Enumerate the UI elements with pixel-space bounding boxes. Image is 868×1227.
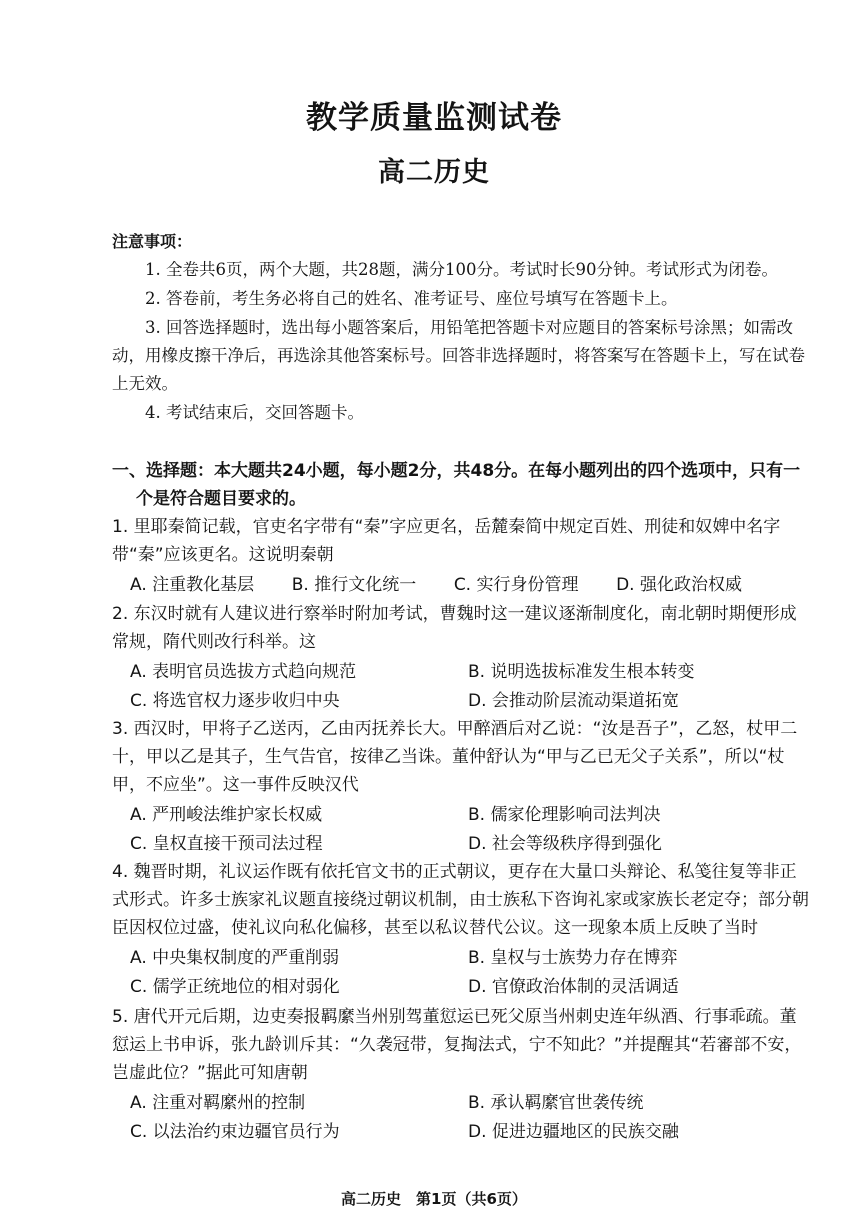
option-c: C. 皇权直接干预司法过程 bbox=[130, 834, 323, 854]
option-c: C. 儒学正统地位的相对弱化 bbox=[130, 977, 340, 997]
exam-title: 教学质量监测试卷 bbox=[306, 100, 562, 136]
option-c: C. 以法治约束边疆官员行为 bbox=[130, 1122, 340, 1142]
option-b: B. 推行文化统一 bbox=[291, 575, 417, 595]
option-d: D. 强化政治权威 bbox=[616, 575, 742, 595]
question-stem: 1. 里耶秦简记载，官吏名字带有“秦”字应更名，岳麓秦简中规定百姓、刑徒和奴婢中名字带“秦”应该更名。这说明秦朝 bbox=[112, 517, 781, 565]
note-item-1: 1. 全卷共6页，两个大题，共28题，满分100分。考试时长90分钟。考试形式为闭卷。 bbox=[145, 260, 778, 279]
option-d: D. 社会等级秩序得到强化 bbox=[468, 834, 662, 854]
question-stem: 3. 西汉时，甲将子乙送丙，乙由丙抚养长大。甲醉酒后对乙说：“汝是吾子”，乙怒，杖甲二十，甲以乙是其子，生气告官，按律乙当诛。董仲舒认为“甲与乙已无父子关系”，所以“杖甲，不应坐”。这一事件反映汉代 bbox=[112, 719, 798, 795]
option-a: A. 中央集权制度的严重削弱 bbox=[130, 948, 340, 968]
option-list bbox=[112, 801, 812, 859]
exam-subject: 高二历史 bbox=[378, 157, 490, 188]
question-stem: 5. 唐代开元后期，边吏奏报羁縻当州别驾董愆运已死父原当州刺史连年纵酒、行事乖疏。董愆运上书申诉，张九龄训斥其：“久袭冠带，复掏法式，宁不知此？”并提醒其“若審部不安，岂虚此位？”据此可知唐朝 bbox=[112, 1007, 802, 1083]
option-b: B. 儒家伦理影响司法判决 bbox=[468, 805, 661, 825]
question-stem: 4. 魏晋时期，礼议运作既有依托官文书的正式朝议，更存在大量口头辩论、私笺往复等非正式形式。许多士族家礼议题直接绕过朝议机制，由士族私下咨询礼家或家族长老定夺；部分朝臣因权位过盛，使礼议向私化偏移，甚至以私议替代公议。这一现象本质上反映了当时 bbox=[112, 862, 809, 938]
note-item-2: 2. 答卷前，考生务必将自己的姓名、准考证号、座位号填写在答题卡上。 bbox=[145, 289, 678, 308]
note-item-4: 4. 考试结束后，交回答题卡。 bbox=[145, 403, 364, 422]
option-c: C. 实行身份管理 bbox=[453, 575, 579, 595]
question-3 bbox=[112, 715, 812, 859]
question-stem: 2. 东汉时就有人建议进行察举时附加考试，曹魏时这一建议逐渐制度化，南北朝时期便形成常规，隋代则改行科举。这 bbox=[112, 604, 797, 652]
option-list bbox=[112, 944, 812, 1002]
option-c: C. 将选官权力逐步收归中央 bbox=[130, 691, 340, 711]
page-footer: 高二历史 第1页（共6页） bbox=[341, 1190, 527, 1208]
question-1 bbox=[112, 513, 812, 600]
note-item-3: 3. 回答选择题时，选出每小题答案后，用铅笔把答题卡对应题目的答案标号涂黑；如需改动，用橡皮擦干净后，再选涂其他答案标号。回答非选择题时，将答案写在答题卡上，写在试卷上无效。 bbox=[112, 318, 805, 393]
option-a: A. 注重教化基层 bbox=[130, 575, 255, 595]
option-d: D. 促进边疆地区的民族交融 bbox=[468, 1122, 679, 1142]
option-a: A. 严刑峻法维护家长权威 bbox=[130, 805, 323, 825]
option-list bbox=[112, 658, 812, 716]
option-b: B. 承认羁縻官世袭传统 bbox=[468, 1093, 644, 1113]
notes-heading: 注意事项： bbox=[112, 232, 193, 251]
question-2 bbox=[112, 600, 812, 716]
option-a: A. 注重对羁縻州的控制 bbox=[130, 1093, 306, 1113]
question-5 bbox=[112, 1003, 812, 1147]
section-heading: 一、选择题：本大题共24小题，每小题2分，共48分。在每小题列出的四个选项中，只有一个是符合题目要求的。 bbox=[112, 461, 801, 509]
option-a: A. 表明官员选拔方式趋向规范 bbox=[130, 662, 357, 682]
option-b: B. 皇权与士族势力存在博弈 bbox=[468, 948, 678, 968]
option-list bbox=[112, 571, 812, 600]
option-list bbox=[112, 1089, 812, 1147]
option-d: D. 会推动阶层流动渠道拓宽 bbox=[468, 691, 679, 711]
question-4 bbox=[112, 858, 812, 1002]
option-d: D. 官僚政治体制的灵活调适 bbox=[468, 977, 679, 997]
option-b: B. 说明选拔标准发生根本转变 bbox=[468, 662, 695, 682]
